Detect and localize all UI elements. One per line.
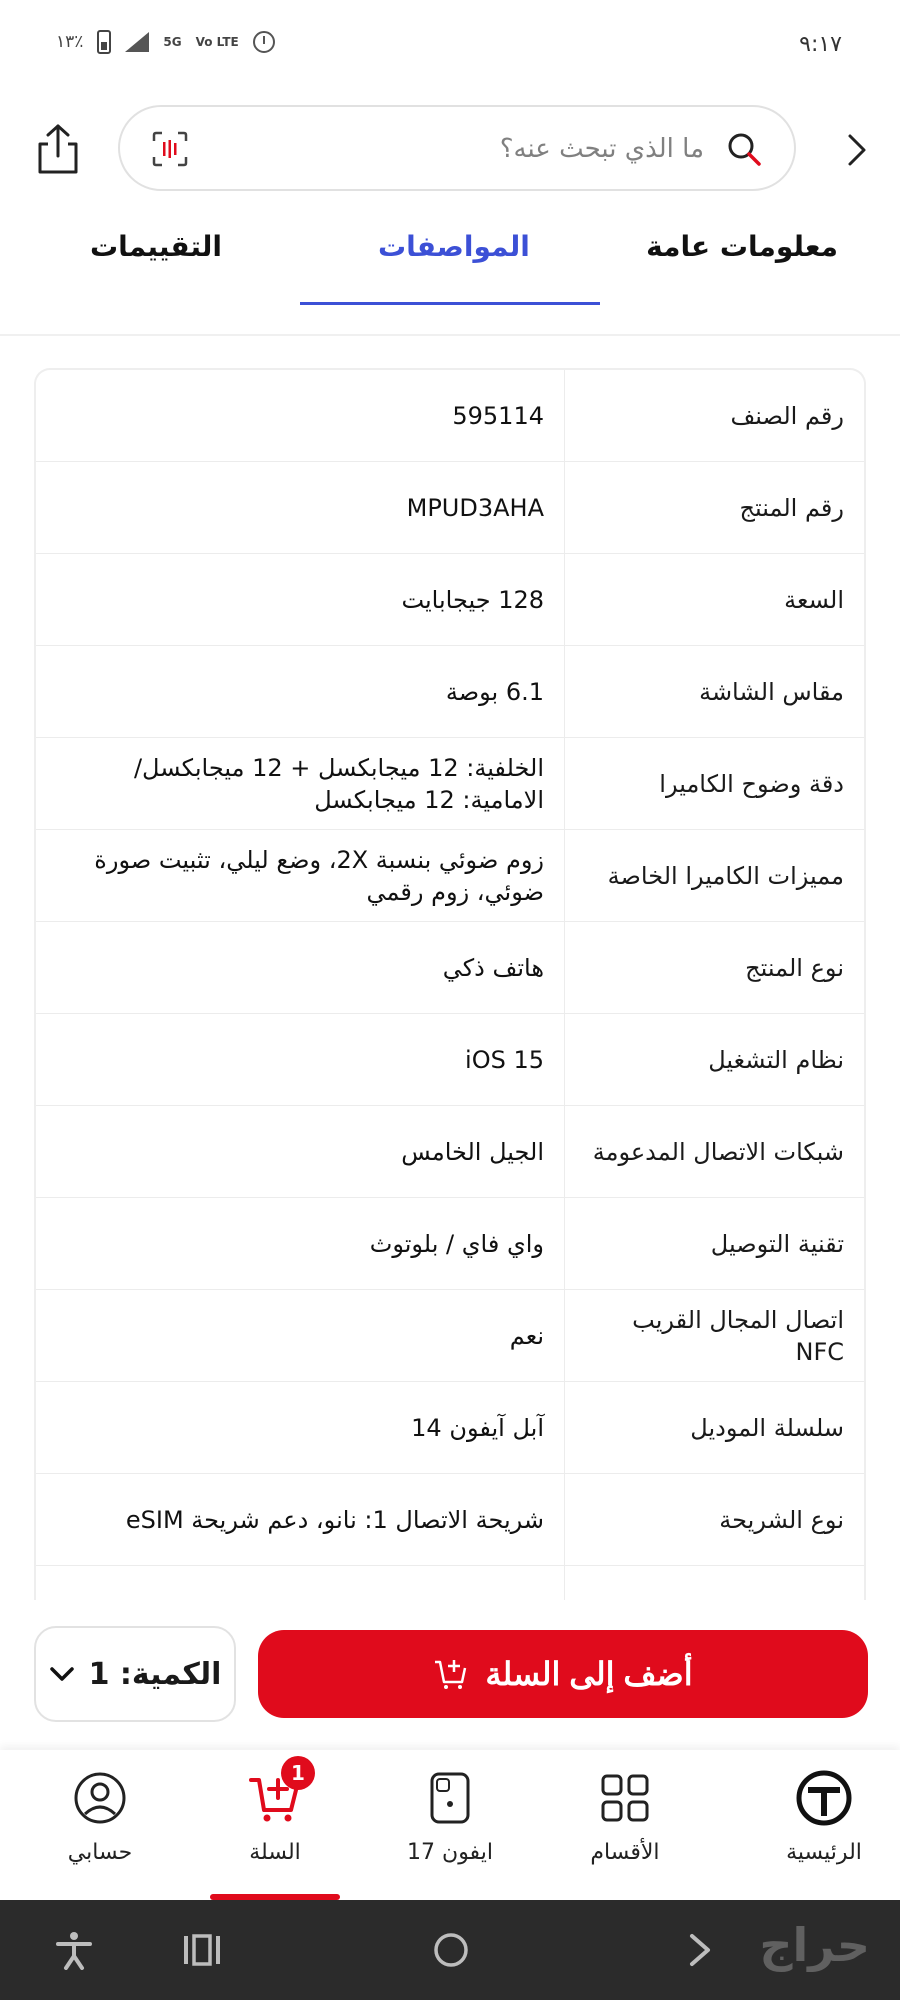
nav-home-label: الرئيسية bbox=[786, 1840, 862, 1865]
cart-plus-icon bbox=[433, 1656, 469, 1692]
add-to-cart-label: أضف إلى السلة bbox=[485, 1656, 693, 1692]
spec-row bbox=[36, 554, 864, 646]
divider bbox=[0, 334, 900, 336]
active-tab-indicator bbox=[300, 302, 600, 305]
spec-row bbox=[36, 1566, 864, 1600]
spec-row bbox=[36, 738, 864, 830]
nav-home[interactable] bbox=[754, 1770, 894, 1865]
alarm-icon bbox=[253, 31, 275, 53]
spec-label: تقنية التوصيل bbox=[564, 1198, 864, 1289]
home-circle-icon[interactable] bbox=[432, 1930, 470, 1970]
spec-value: الخلفية: 12 ميجابكسل + 12 ميجابكسل/ الامامية: 12 ميجابكسل bbox=[133, 753, 544, 814]
add-to-cart-button[interactable] bbox=[258, 1630, 868, 1718]
volte-indicator: Vo LTE bbox=[195, 35, 239, 49]
spec-label: رقم المنتج bbox=[564, 462, 864, 553]
spec-label: نوع الشريحة bbox=[564, 1474, 864, 1565]
back-chevron-icon[interactable] bbox=[680, 1930, 720, 1970]
spec-value bbox=[36, 1566, 564, 1600]
spec-value: الجيل الخامس bbox=[401, 1137, 544, 1166]
spec-label: السعة bbox=[564, 554, 864, 645]
nav-cart[interactable] bbox=[205, 1761, 345, 1865]
spec-row bbox=[36, 370, 864, 462]
spec-label: نوع المنتج bbox=[564, 922, 864, 1013]
status-indicators bbox=[56, 30, 275, 54]
chevron-right-icon bbox=[838, 128, 874, 172]
status-bar bbox=[0, 0, 900, 92]
accessibility-icon[interactable] bbox=[54, 1930, 94, 1970]
product-tabs bbox=[0, 218, 900, 308]
recent-apps-icon[interactable] bbox=[182, 1930, 222, 1970]
spec-value: 128 جيجابايت bbox=[401, 585, 544, 614]
spec-value: زوم ضوئي بنسبة 2X، وضع ليلي، تثبيت صورة ضوئي، زوم رقمي bbox=[94, 845, 544, 906]
share-button[interactable] bbox=[34, 122, 82, 176]
spec-row bbox=[36, 462, 864, 554]
quantity-label: الكمية: 1 bbox=[88, 1656, 222, 1692]
nav-account-label: حسابي bbox=[67, 1840, 133, 1865]
spec-row bbox=[36, 1014, 864, 1106]
battery-percent: ١٣٪ bbox=[56, 32, 84, 52]
home-logo-icon bbox=[796, 1770, 852, 1826]
spec-value: هاتف ذكي bbox=[442, 953, 544, 982]
action-bar bbox=[0, 1600, 900, 1750]
quantity-select[interactable] bbox=[34, 1626, 236, 1722]
network-type: 5G bbox=[163, 35, 182, 49]
back-button[interactable] bbox=[838, 128, 874, 172]
spec-value: 595114 bbox=[452, 401, 544, 430]
spec-value: واي فاي / بلوتوث bbox=[369, 1229, 544, 1258]
spec-row bbox=[36, 922, 864, 1014]
spec-table bbox=[34, 368, 866, 1600]
spec-value: آبل آيفون 14 bbox=[411, 1413, 544, 1442]
spec-label: رقم الصنف bbox=[564, 370, 864, 461]
scan-icon[interactable] bbox=[152, 131, 188, 167]
cart-count-badge: 1 bbox=[281, 1756, 315, 1790]
spec-row bbox=[36, 646, 864, 738]
spec-value: MPUD3AHA bbox=[406, 493, 544, 522]
nav-categories-label: الأقسام bbox=[590, 1840, 660, 1865]
spec-value: شريحة الاتصال 1: نانو، دعم شريحة eSIM bbox=[125, 1505, 544, 1534]
search-input[interactable] bbox=[254, 127, 704, 171]
user-icon bbox=[72, 1770, 128, 1826]
battery-icon bbox=[97, 30, 111, 54]
system-nav-bar bbox=[0, 1900, 900, 2000]
chevron-down-icon bbox=[49, 1665, 75, 1683]
watermark-logo: حراج bbox=[759, 1918, 870, 1972]
spec-label: نظام التشغيل bbox=[564, 1014, 864, 1105]
spec-label: سلسلة الموديل bbox=[564, 1382, 864, 1473]
spec-label: دقة وضوح الكاميرا bbox=[564, 738, 864, 829]
spec-row bbox=[36, 1198, 864, 1290]
spec-label: شبكات الاتصال المدعومة bbox=[564, 1106, 864, 1197]
phone-icon bbox=[422, 1770, 478, 1826]
spec-label bbox=[564, 1566, 864, 1600]
header bbox=[0, 100, 900, 200]
clock: ٩:١٧ bbox=[799, 32, 842, 57]
nav-account[interactable] bbox=[30, 1770, 170, 1865]
spec-value: 6.1 بوصة bbox=[445, 677, 544, 706]
tab-general-info[interactable]: معلومات عامة bbox=[646, 230, 838, 263]
nav-iphone[interactable] bbox=[380, 1770, 520, 1865]
search-box[interactable] bbox=[118, 105, 796, 191]
spec-row bbox=[36, 1474, 864, 1566]
spec-row bbox=[36, 1382, 864, 1474]
spec-label: مقاس الشاشة bbox=[564, 646, 864, 737]
share-icon bbox=[34, 122, 82, 176]
spec-row bbox=[36, 1290, 864, 1382]
spec-value: نعم bbox=[509, 1321, 544, 1350]
nav-iphone-label: ايفون 17 bbox=[407, 1840, 493, 1865]
spec-row bbox=[36, 830, 864, 922]
grid-icon bbox=[597, 1770, 653, 1826]
tab-reviews[interactable]: التقييمات bbox=[90, 230, 222, 263]
tab-specifications[interactable]: المواصفات bbox=[378, 230, 530, 263]
spec-value: iOS 15 bbox=[465, 1045, 544, 1074]
search-icon[interactable] bbox=[726, 131, 762, 167]
spec-row bbox=[36, 1106, 864, 1198]
signal-icon bbox=[125, 32, 149, 52]
spec-label: مميزات الكاميرا الخاصة bbox=[564, 830, 864, 921]
nav-categories[interactable] bbox=[555, 1770, 695, 1865]
spec-label: اتصال المجال القريب NFC bbox=[564, 1290, 864, 1381]
nav-cart-label: السلة bbox=[249, 1840, 301, 1865]
bottom-nav bbox=[0, 1750, 900, 1900]
